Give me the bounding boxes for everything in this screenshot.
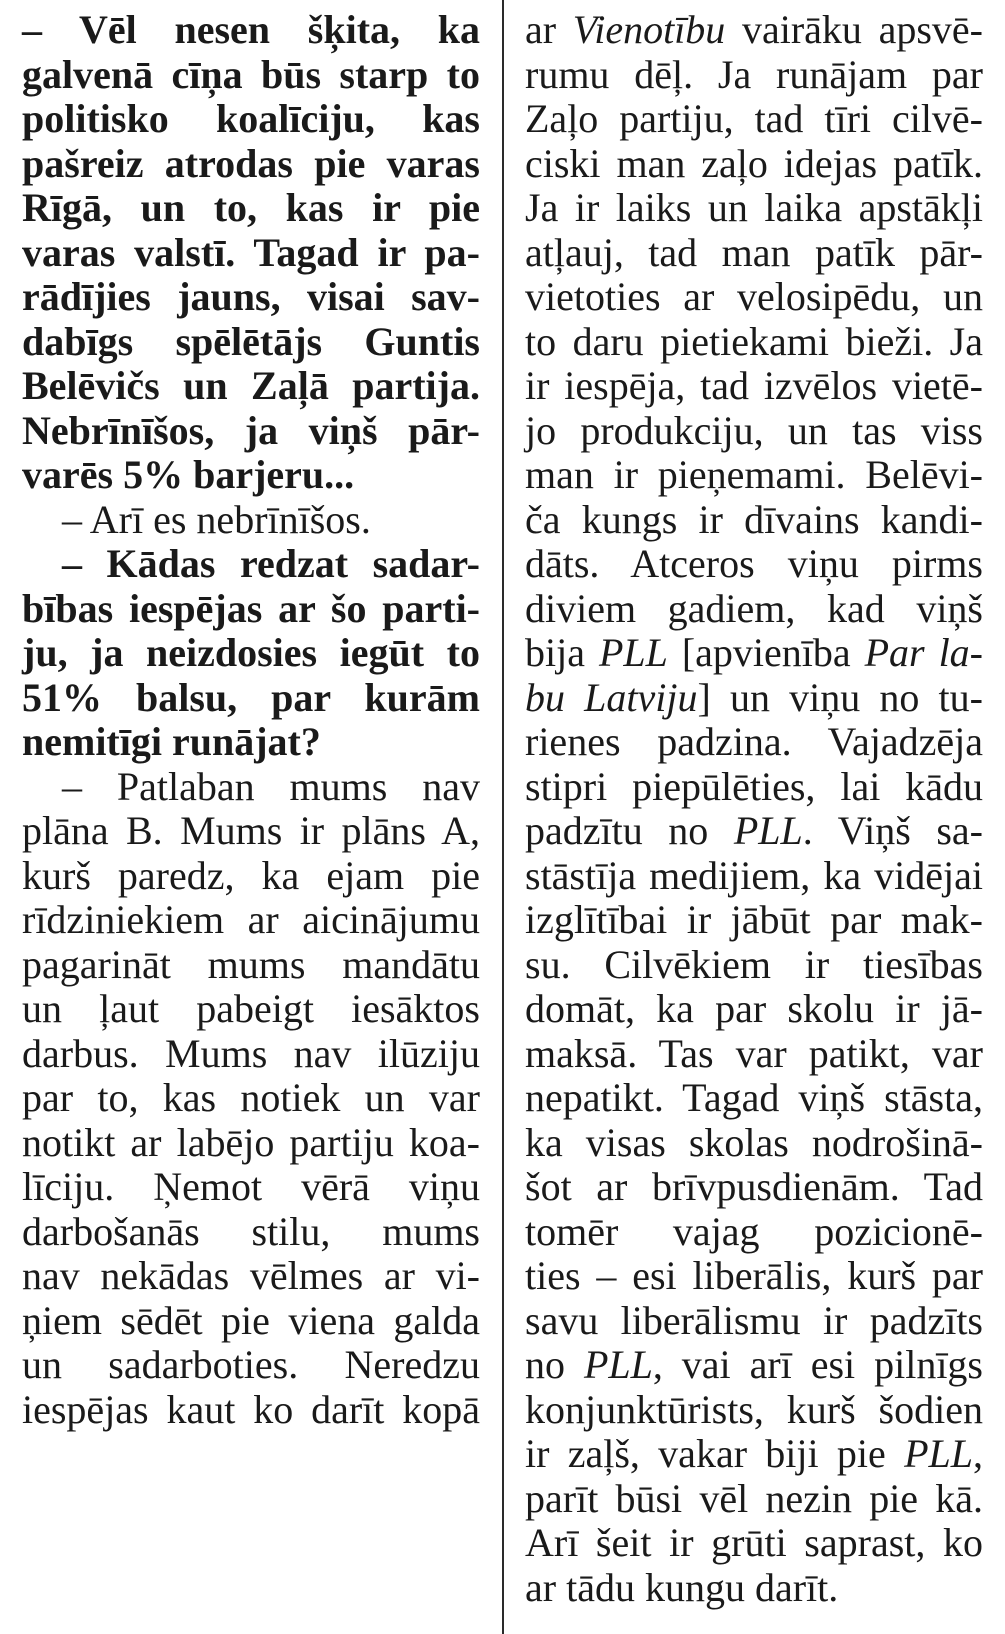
- text-segment: savu liberālismu ir padzīts: [525, 1297, 983, 1343]
- text-line: pašreiz atrodas pie varas: [22, 140, 480, 186]
- text-line: [525, 542, 983, 587]
- text-line: kurš paredz, ka ejam pie: [22, 852, 480, 898]
- text-line: [525, 97, 983, 142]
- text-line: [525, 1566, 983, 1611]
- text-line: [525, 1032, 983, 1077]
- text-line: ju, ja neizdosies iegūt to: [22, 630, 480, 675]
- italic-text: PLL: [733, 808, 803, 853]
- text-line: [525, 1076, 983, 1121]
- text-line: [525, 231, 983, 276]
- text-line: iespējas kaut ko darīt kopā: [22, 1386, 480, 1432]
- text-segment: Zaļo partiju, tad tīri cilvē-: [525, 96, 983, 141]
- text-segment: padzītu no: [525, 808, 734, 853]
- text-line: [525, 453, 983, 498]
- left-column: [22, 8, 480, 1432]
- text-line: [525, 409, 983, 454]
- text-line: rādījies jauns, visai sav-: [22, 274, 480, 319]
- text-line: nemitīgi runājat?: [22, 719, 321, 764]
- text-segment: Arī šeit ir grūti saprast, ko: [525, 1520, 983, 1565]
- text-segment: no: [525, 1342, 584, 1387]
- column-divider: [502, 0, 504, 1634]
- text-line: [525, 364, 983, 409]
- text-line: – Arī es nebrīnīšos.: [62, 496, 371, 542]
- text-segment: stipri piepūlēties, lai kādu: [525, 763, 983, 809]
- text-line: [525, 987, 983, 1032]
- text-line: darbošanās stilu, mums: [22, 1208, 480, 1254]
- text-line: Nebrīnīšos, ja viņš pār-: [22, 407, 480, 453]
- text-line: [525, 1165, 983, 1210]
- text-line: [525, 1477, 983, 1522]
- text-line: dabīgs spēlētājs Guntis: [22, 318, 480, 364]
- text-line: 51% balsu, par kurām: [22, 674, 480, 720]
- text-segment: šot ar brīvpusdienām. Tad: [525, 1164, 983, 1209]
- italic-text: PLL: [583, 1342, 653, 1387]
- italic-text: PLL: [904, 1431, 973, 1476]
- text-line: līciju. Ņemot vērā viņu: [22, 1164, 480, 1209]
- text-segment: [apvienība: [667, 630, 865, 675]
- text-segment: parīt būsi vēl nezin pie kā.: [525, 1475, 983, 1521]
- text-segment: ka visas skolas nodrošinā-: [525, 1119, 983, 1165]
- text-line: darbus. Mums nav ilūziju: [22, 1030, 480, 1076]
- text-line: un ļaut pabeigt iesāktos: [22, 986, 480, 1031]
- text-segment: rumu dēļ. Ja runājam par: [525, 51, 983, 97]
- text-line: [525, 320, 983, 365]
- text-line: varēs 5% barjeru...: [22, 452, 355, 497]
- text-line: – Kādas redzat sadar-: [62, 541, 480, 586]
- text-line: pagarināt mums mandātu: [22, 941, 480, 987]
- text-line: [525, 142, 983, 187]
- text-segment: jo produkciju, un tas viss: [525, 407, 983, 453]
- text-segment: domāt, ka par skolu ir jā-: [525, 986, 983, 1031]
- text-segment: ča kungs ir dīvains kandi-: [525, 496, 983, 542]
- text-segment: ir zaļš, vakar biji pie: [525, 1431, 905, 1476]
- text-line: rīdziniekiem ar aicinājumu: [22, 897, 480, 942]
- text-line: politisko koalīciju, kas: [22, 96, 480, 141]
- text-segment: man ir pieņemami. Belēvi-: [525, 452, 983, 497]
- text-segment: to daru pietiekami bieži. Ja: [525, 318, 983, 364]
- text-line: [525, 1343, 983, 1388]
- text-segment: bija: [525, 630, 599, 675]
- text-line: [525, 275, 983, 320]
- text-line: [525, 854, 983, 899]
- text-segment: vairāku apsvē-: [725, 7, 983, 52]
- text-line: [525, 1432, 983, 1477]
- text-line: [525, 765, 983, 810]
- text-segment: atļauj, tad man patīk pār-: [525, 229, 983, 275]
- text-segment: izglītībai ir jābūt par mak-: [525, 897, 983, 942]
- text-line: Rīgā, un to, kas ir pie: [22, 185, 480, 230]
- text-line: notikt ar labējo partiju koa-: [22, 1119, 480, 1165]
- text-line: – Patlaban mums nav: [62, 763, 480, 809]
- text-line: Belēvičs un Zaļā partija.: [22, 363, 480, 408]
- text-segment: diviem gadiem, kad viņš: [525, 585, 983, 631]
- text-segment: ,: [973, 1431, 983, 1476]
- text-line: [525, 631, 983, 676]
- text-segment: dāts. Atceros viņu pirms: [525, 541, 983, 586]
- text-line: [525, 898, 983, 943]
- text-line: galvenā cīņa būs starp to: [22, 51, 480, 97]
- text-line: bības iespējas ar šo parti-: [22, 585, 480, 631]
- italic-text: PLL: [598, 630, 668, 675]
- text-segment: nepatikt. Tagad viņš stāsta,: [525, 1075, 983, 1120]
- text-segment: stāstīja medijiem, ka vidējai: [525, 852, 983, 898]
- text-line: [525, 1121, 983, 1166]
- italic-text: Vienotību: [572, 7, 726, 52]
- text-line: [525, 53, 983, 98]
- text-segment: su. Cilvēkiem ir tiesības: [525, 941, 983, 987]
- text-line: [525, 1388, 983, 1433]
- text-line: par to, kas notiek un var: [22, 1075, 480, 1120]
- text-line: [525, 186, 983, 231]
- text-line: [525, 587, 983, 632]
- text-line: ņiem sēdēt pie viena galda: [22, 1297, 480, 1343]
- text-segment: maksā. Tas var patikt, var: [525, 1030, 983, 1076]
- text-segment: ciski man zaļo idejas patīk.: [525, 140, 983, 186]
- text-line: nav nekādas vēlmes ar vi-: [22, 1253, 480, 1298]
- italic-text: Par la-: [864, 630, 983, 675]
- text-line: [525, 1210, 983, 1255]
- text-line: [525, 943, 983, 988]
- text-segment: rienes padzina. Vajadzēja: [525, 719, 983, 764]
- text-line: [525, 720, 983, 765]
- text-segment: tomēr vajag pozicionē-: [525, 1208, 983, 1254]
- text-line: [525, 498, 983, 543]
- text-segment: Ja ir laiks un laika apstākļi: [525, 185, 983, 230]
- text-line: [525, 809, 983, 854]
- text-segment: ties – esi liberālis, kurš par: [525, 1253, 983, 1298]
- italic-text: bu Latviju: [525, 674, 698, 720]
- text-segment: , vai arī esi pilnīgs: [652, 1342, 983, 1387]
- text-line: varas valstī. Tagad ir pa-: [22, 229, 480, 275]
- text-segment: ir iespēja, tad izvēlos vietē-: [525, 363, 983, 408]
- text-segment: ] un viņu no tu-: [697, 674, 983, 720]
- right-column: [525, 8, 983, 1610]
- text-segment: konjunktūrists, kurš šodien: [525, 1386, 983, 1432]
- text-line: [525, 1254, 983, 1299]
- text-line: [525, 8, 983, 53]
- text-line: [525, 1521, 983, 1566]
- text-line: [525, 676, 983, 721]
- text-segment: ar: [525, 7, 573, 52]
- text-line: [525, 1299, 983, 1344]
- text-segment: ar tādu kungu darīt.: [525, 1564, 839, 1610]
- text-segment: vietoties ar velosipēdu, un: [525, 274, 983, 319]
- text-line: – Vēl nesen šķita, ka: [22, 7, 480, 52]
- text-line: plāna B. Mums ir plāns A,: [22, 808, 480, 853]
- text-line: un sadarboties. Neredzu: [22, 1342, 480, 1387]
- text-segment: . Viņš sa-: [802, 808, 983, 853]
